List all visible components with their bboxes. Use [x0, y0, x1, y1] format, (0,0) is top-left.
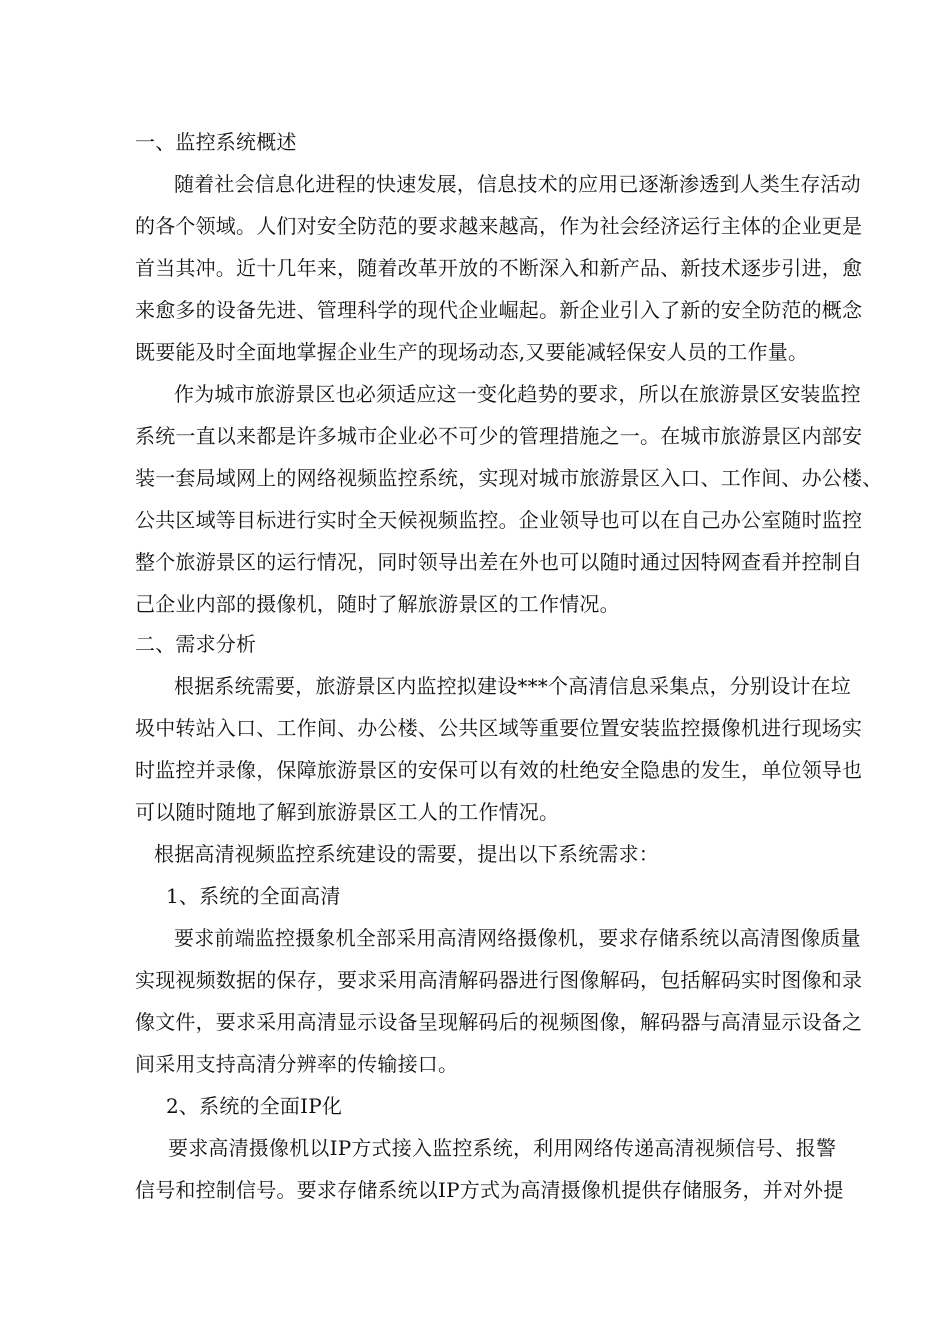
- paragraph-line: 根据系统需要，旅游景区内监控拟建设***个高清信息采集点，分别设计在垃: [174, 674, 851, 698]
- paragraph-line: 要求高清摄像机以IP方式接入监控系统，利用网络传递高清视频信号、报警: [168, 1136, 837, 1160]
- paragraph-line: 实现视频数据的保存，要求采用高清解码器进行图像解码，包括解码实时图像和录: [135, 968, 863, 992]
- paragraph-line: 作为城市旅游景区也必须适应这一变化趋势的要求，所以在旅游景区安装监控: [174, 382, 861, 406]
- paragraph-line: 公共区域等目标进行实时全天候视频监控。企业领导也可以在自己办公室随时监控: [135, 508, 863, 532]
- paragraph-line: 装一套局域网上的网络视频监控系统，实现对城市旅游景区入口、工作间、办公楼、: [135, 466, 883, 490]
- paragraph-line: 可以随时随地了解到旅游景区工人的工作情况。: [135, 800, 560, 824]
- paragraph-line: 间采用支持高清分辨率的传输接口。: [135, 1052, 459, 1076]
- paragraph-line: 己企业内部的摄像机，随时了解旅游景区的工作情况。: [135, 592, 620, 616]
- paragraph-line: 整个旅游景区的运行情况，同时领导出差在外也可以随时通过因特网查看并控制自: [135, 550, 863, 574]
- paragraph-line: 系统一直以来都是许多城市企业必不可少的管理措施之一。在城市旅游景区内部安: [135, 424, 863, 448]
- paragraph-line: 来愈多的设备先进、管理科学的现代企业崛起。新企业引入了新的安全防范的概念: [135, 298, 863, 322]
- paragraph-line: 时监控并录像，保障旅游景区的安保可以有效的杜绝安全隐患的发生，单位领导也: [135, 758, 863, 782]
- paragraph-line: 既要能及时全面地掌握企业生产的现场动态,又要能减轻保安人员的工作量。: [135, 340, 809, 364]
- subsection-heading: 2、系统的全面IP化: [166, 1094, 343, 1118]
- paragraph-line: 要求前端监控摄象机全部采用高清网络摄像机，要求存储系统以高清图像质量: [174, 926, 861, 950]
- paragraph-line: 首当其冲。近十几年来，随着改革开放的不断深入和新产品、新技术逐步引进，愈: [135, 256, 863, 280]
- paragraph-line: 随着社会信息化进程的快速发展，信息技术的应用已逐渐渗透到人类生存活动: [174, 172, 861, 196]
- paragraph-line: 根据高清视频监控系统建设的需要，提出以下系统需求：: [154, 842, 659, 866]
- paragraph-line: 圾中转站入口、工作间、办公楼、公共区域等重要位置安装监控摄像机进行现场实: [135, 716, 863, 740]
- section-heading: 二、需求分析: [135, 632, 257, 656]
- paragraph-line: 信号和控制信号。要求存储系统以IP方式为高清摄像机提供存储服务，并对外提: [135, 1178, 844, 1202]
- section-heading: 一、监控系统概述: [135, 130, 297, 154]
- paragraph-line: 的各个领域。人们对安全防范的要求越来越高，作为社会经济运行主体的企业更是: [135, 214, 863, 238]
- paragraph-line: 像文件，要求采用高清显示设备呈现解码后的视频图像，解码器与高清显示设备之: [135, 1010, 863, 1034]
- subsection-heading: 1、系统的全面高清: [166, 884, 341, 908]
